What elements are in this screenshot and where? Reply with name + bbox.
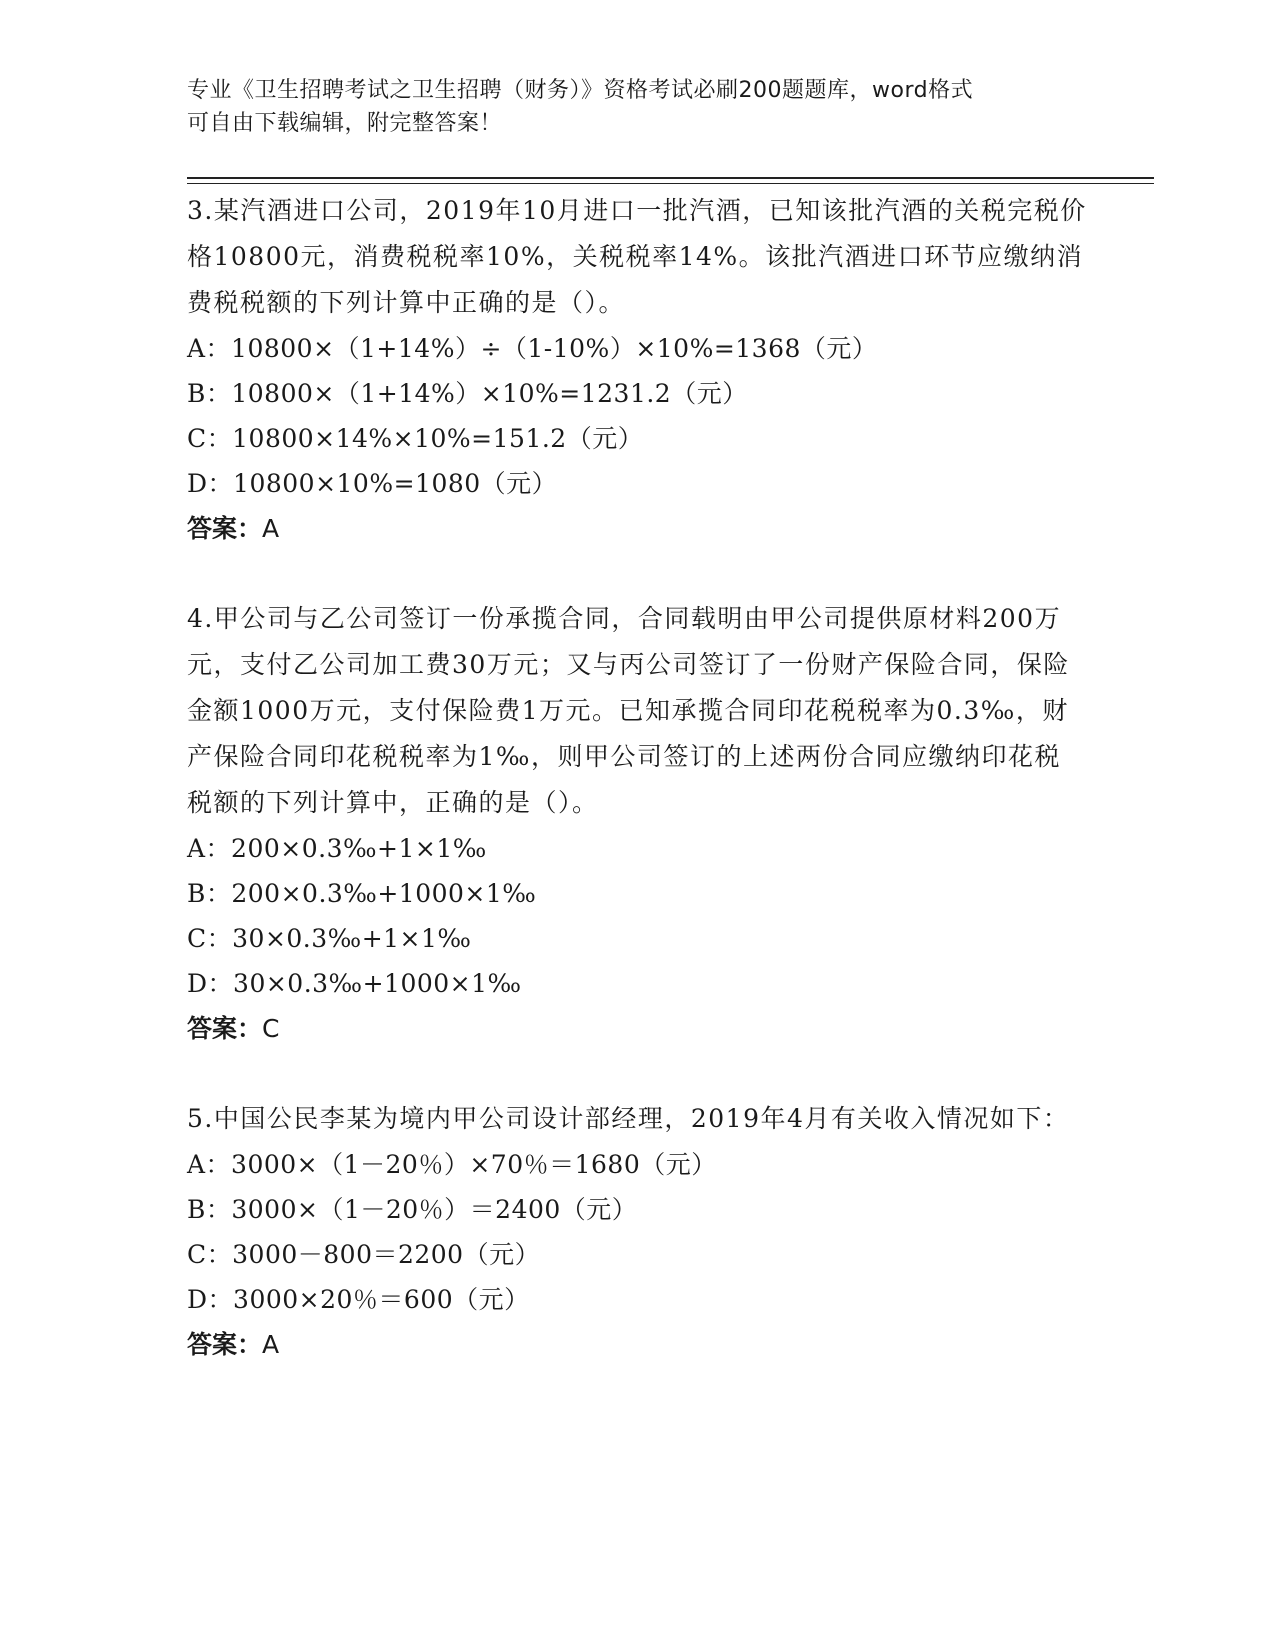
question-5 [187, 1096, 1087, 1368]
header-divider-thin [187, 183, 1154, 184]
option-a: A：200×0.3‰+1×1‰ [187, 834, 487, 863]
option-b: B：200×0.3‰+1000×1‰ [187, 879, 537, 908]
header-line-2: 可自由下载编辑，附完整答案！ [187, 111, 503, 136]
answer-line [187, 1322, 1087, 1368]
question-stem: 4.甲公司与乙公司签订一份承揽合同，合同载明由甲公司提供原材料200万元，支付乙公司加工费30万元；又与丙公司签订了一份财产保险合同，保险金额1000万元，支付保险费1万元。已知承揽合同印花税税率为0.3‰，财产保险合同印花税税率为1‰，则甲公司签订的上述两份合同应缴纳印花税税额的下列计算中，正确的是（）。 [187, 604, 1070, 817]
answer-line [187, 1006, 1087, 1052]
question-list [187, 188, 1087, 1368]
option-c: C：30×0.3‰+1×1‰ [187, 924, 472, 953]
question-4 [187, 596, 1087, 1052]
option-c: C：3000－800＝2200（元） [187, 1240, 541, 1269]
question-3 [187, 188, 1087, 552]
option-a: A：3000×（1－20％）×70％＝1680（元） [187, 1150, 717, 1179]
question-stem: 5.中国公民李某为境内甲公司设计部经理，2019年4月有关收入情况如下： [187, 1104, 1070, 1133]
answer-value: A [262, 514, 280, 543]
answer-value: A [262, 1330, 280, 1359]
option-a: A：10800×（1+14%）÷（1-10%）×10%=1368（元） [187, 334, 878, 363]
answer-line [187, 506, 1087, 552]
option-b: B：3000×（1－20％）＝2400（元） [187, 1195, 638, 1224]
answer-label: 答案： [187, 514, 263, 543]
header-line-1: 专业《卫生招聘考试之卫生招聘（财务）》资格考试必刷200题题库，word格式 [187, 78, 974, 103]
option-d: D：3000×20％＝600（元） [187, 1285, 530, 1314]
document-header [187, 74, 1067, 140]
answer-value: C [262, 1014, 280, 1043]
answer-label: 答案： [187, 1014, 263, 1043]
option-d: D：30×0.3‰+1000×1‰ [187, 969, 522, 998]
option-d: D：10800×10%=1080（元） [187, 469, 558, 498]
header-divider-thick [187, 177, 1154, 179]
question-gap [187, 552, 1087, 596]
question-gap [187, 1052, 1087, 1096]
option-b: B：10800×（1+14%）×10%=1231.2（元） [187, 379, 748, 408]
option-c: C：10800×14%×10%=151.2（元） [187, 424, 644, 453]
answer-label: 答案： [187, 1330, 263, 1359]
question-stem: 3.某汽酒进口公司，2019年10月进口一批汽酒，已知该批汽酒的关税完税价格10800元，消费税税率10%，关税税率14%。该批汽酒进口环节应缴纳消费税税额的下列计算中正确的是（）。 [187, 196, 1087, 317]
